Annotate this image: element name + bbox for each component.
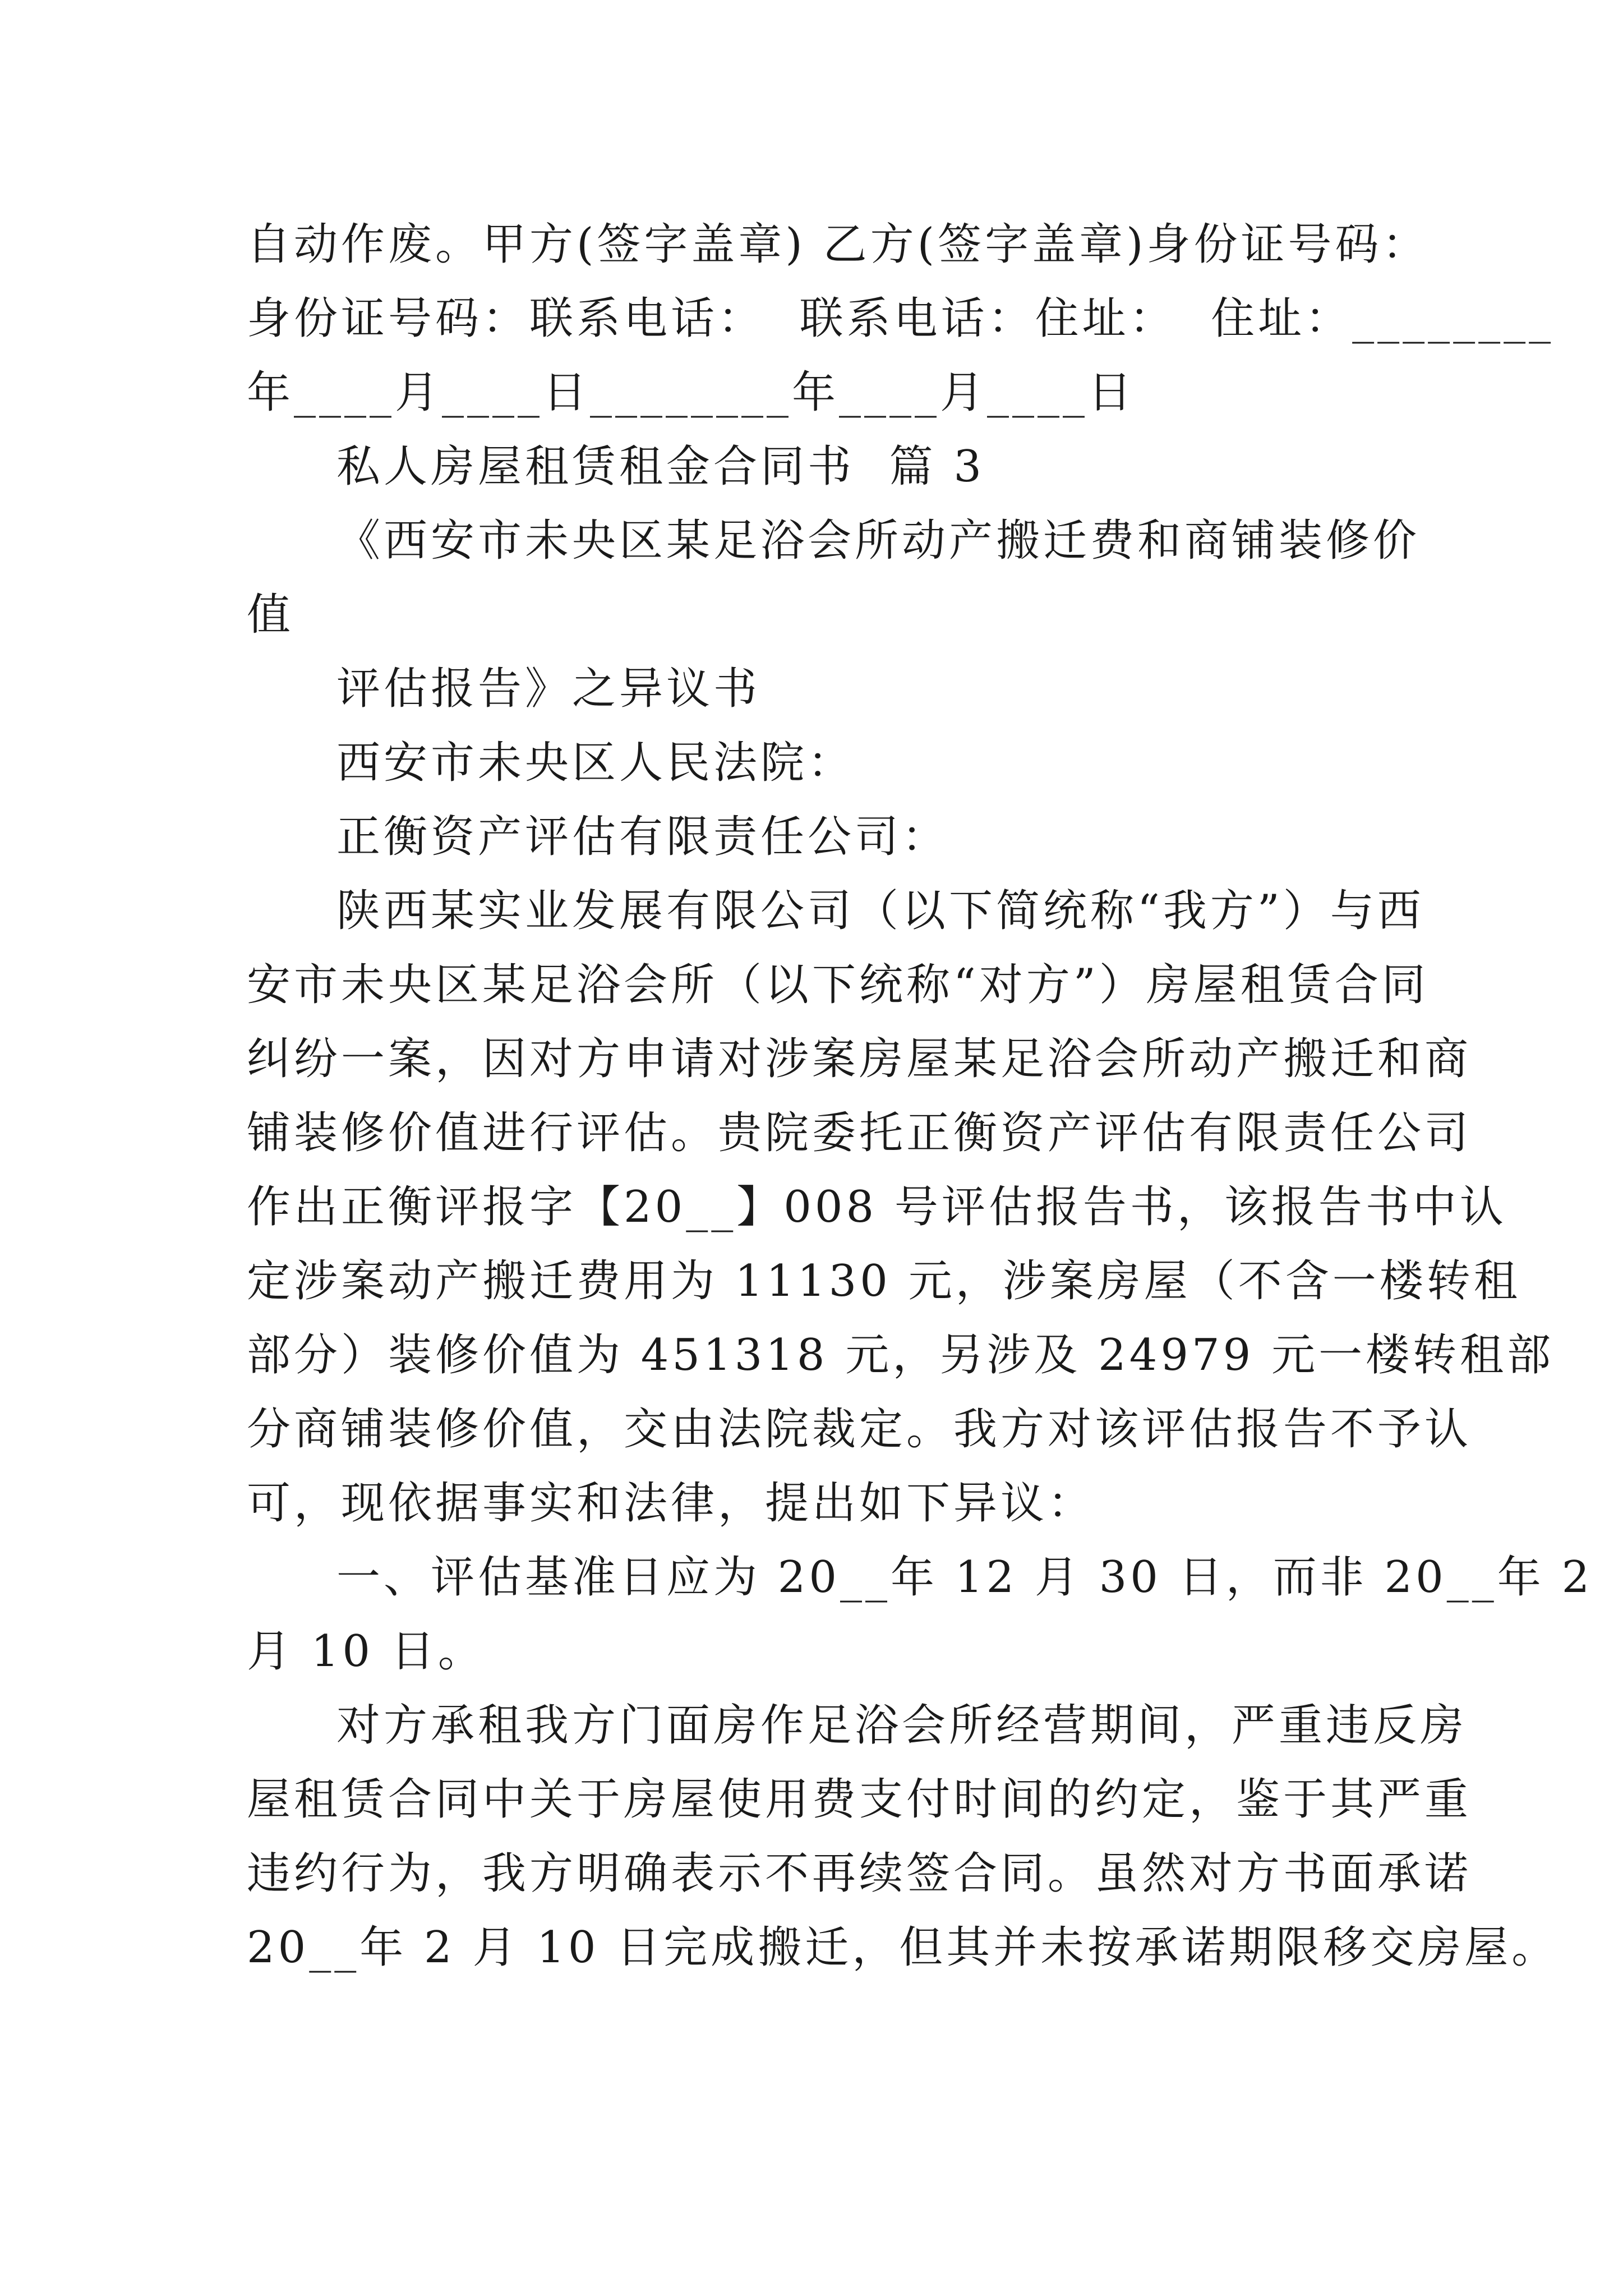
document-subtitle: 评估报告》之异议书 — [336, 664, 761, 714]
document-title-cont: 值 — [247, 590, 294, 640]
paragraph-line: 陕西某实业发展有限公司（以下简统称“我方”）与西 — [336, 886, 1424, 936]
paragraph-line: 对方承租我方门面房作足浴会所经营期间，严重违反房 — [336, 1700, 1468, 1751]
addressee-company: 正衡资产评估有限责任公司： — [336, 812, 949, 862]
objection-heading: 一、评估基准日应为 20__年 12 月 30 日，而非 20__年 2 — [336, 1552, 1593, 1603]
paragraph-line: 作出正衡评报字【20__】008 号评估报告书，该报告书中认 — [247, 1182, 1507, 1232]
section-heading: 私人房屋租赁租金合同书 篇 3 — [336, 441, 985, 492]
paragraph-line: 20__年 2 月 10 日完成搬迁，但其并未按承诺期限移交房屋。 — [247, 1922, 1559, 1973]
addressee-court: 西安市未央区人民法院： — [336, 738, 855, 788]
objection-heading-cont: 月 10 日。 — [247, 1626, 485, 1677]
paragraph-line: 违约行为，我方明确表示不再续签合同。虽然对方书面承诺 — [247, 1848, 1472, 1899]
text-line: 身份证号码：联系电话： 联系电话：住址： 住址：________ — [247, 293, 1555, 344]
paragraph-line: 分商铺装修价值，交由法院裁定。我方对该评估报告不予认 — [247, 1404, 1472, 1455]
paragraph-line: 铺装修价值进行评估。贵院委托正衡资产评估有限责任公司 — [247, 1108, 1472, 1158]
text-line: 自动作废。甲方(签字盖章) 乙方(签字盖章)身份证号码： — [247, 219, 1430, 270]
paragraph-line: 屋租赁合同中关于房屋使用费支付时间的约定，鉴于其严重 — [247, 1774, 1472, 1825]
text-line: 年____月____日________年____月____日 — [247, 367, 1136, 418]
paragraph-line: 纠纷一案，因对方申请对涉案房屋某足浴会所动产搬迁和商 — [247, 1034, 1472, 1084]
paragraph-line: 部分）装修价值为 451318 元，另涉及 24979 元一楼转租部 — [247, 1330, 1555, 1381]
document-title: 《西安市未央区某足浴会所动产搬迁费和商铺装修价 — [336, 516, 1421, 566]
paragraph-line: 定涉案动产搬迁费用为 11130 元，涉案房屋（不含一楼转租 — [247, 1256, 1521, 1306]
paragraph-line: 安市未央区某足浴会所（以下统称“对方”）房屋租赁合同 — [247, 960, 1429, 1010]
paragraph-line: 可，现依据事实和法律，提出如下异议： — [247, 1478, 1095, 1529]
document-body — [247, 208, 1593, 1985]
